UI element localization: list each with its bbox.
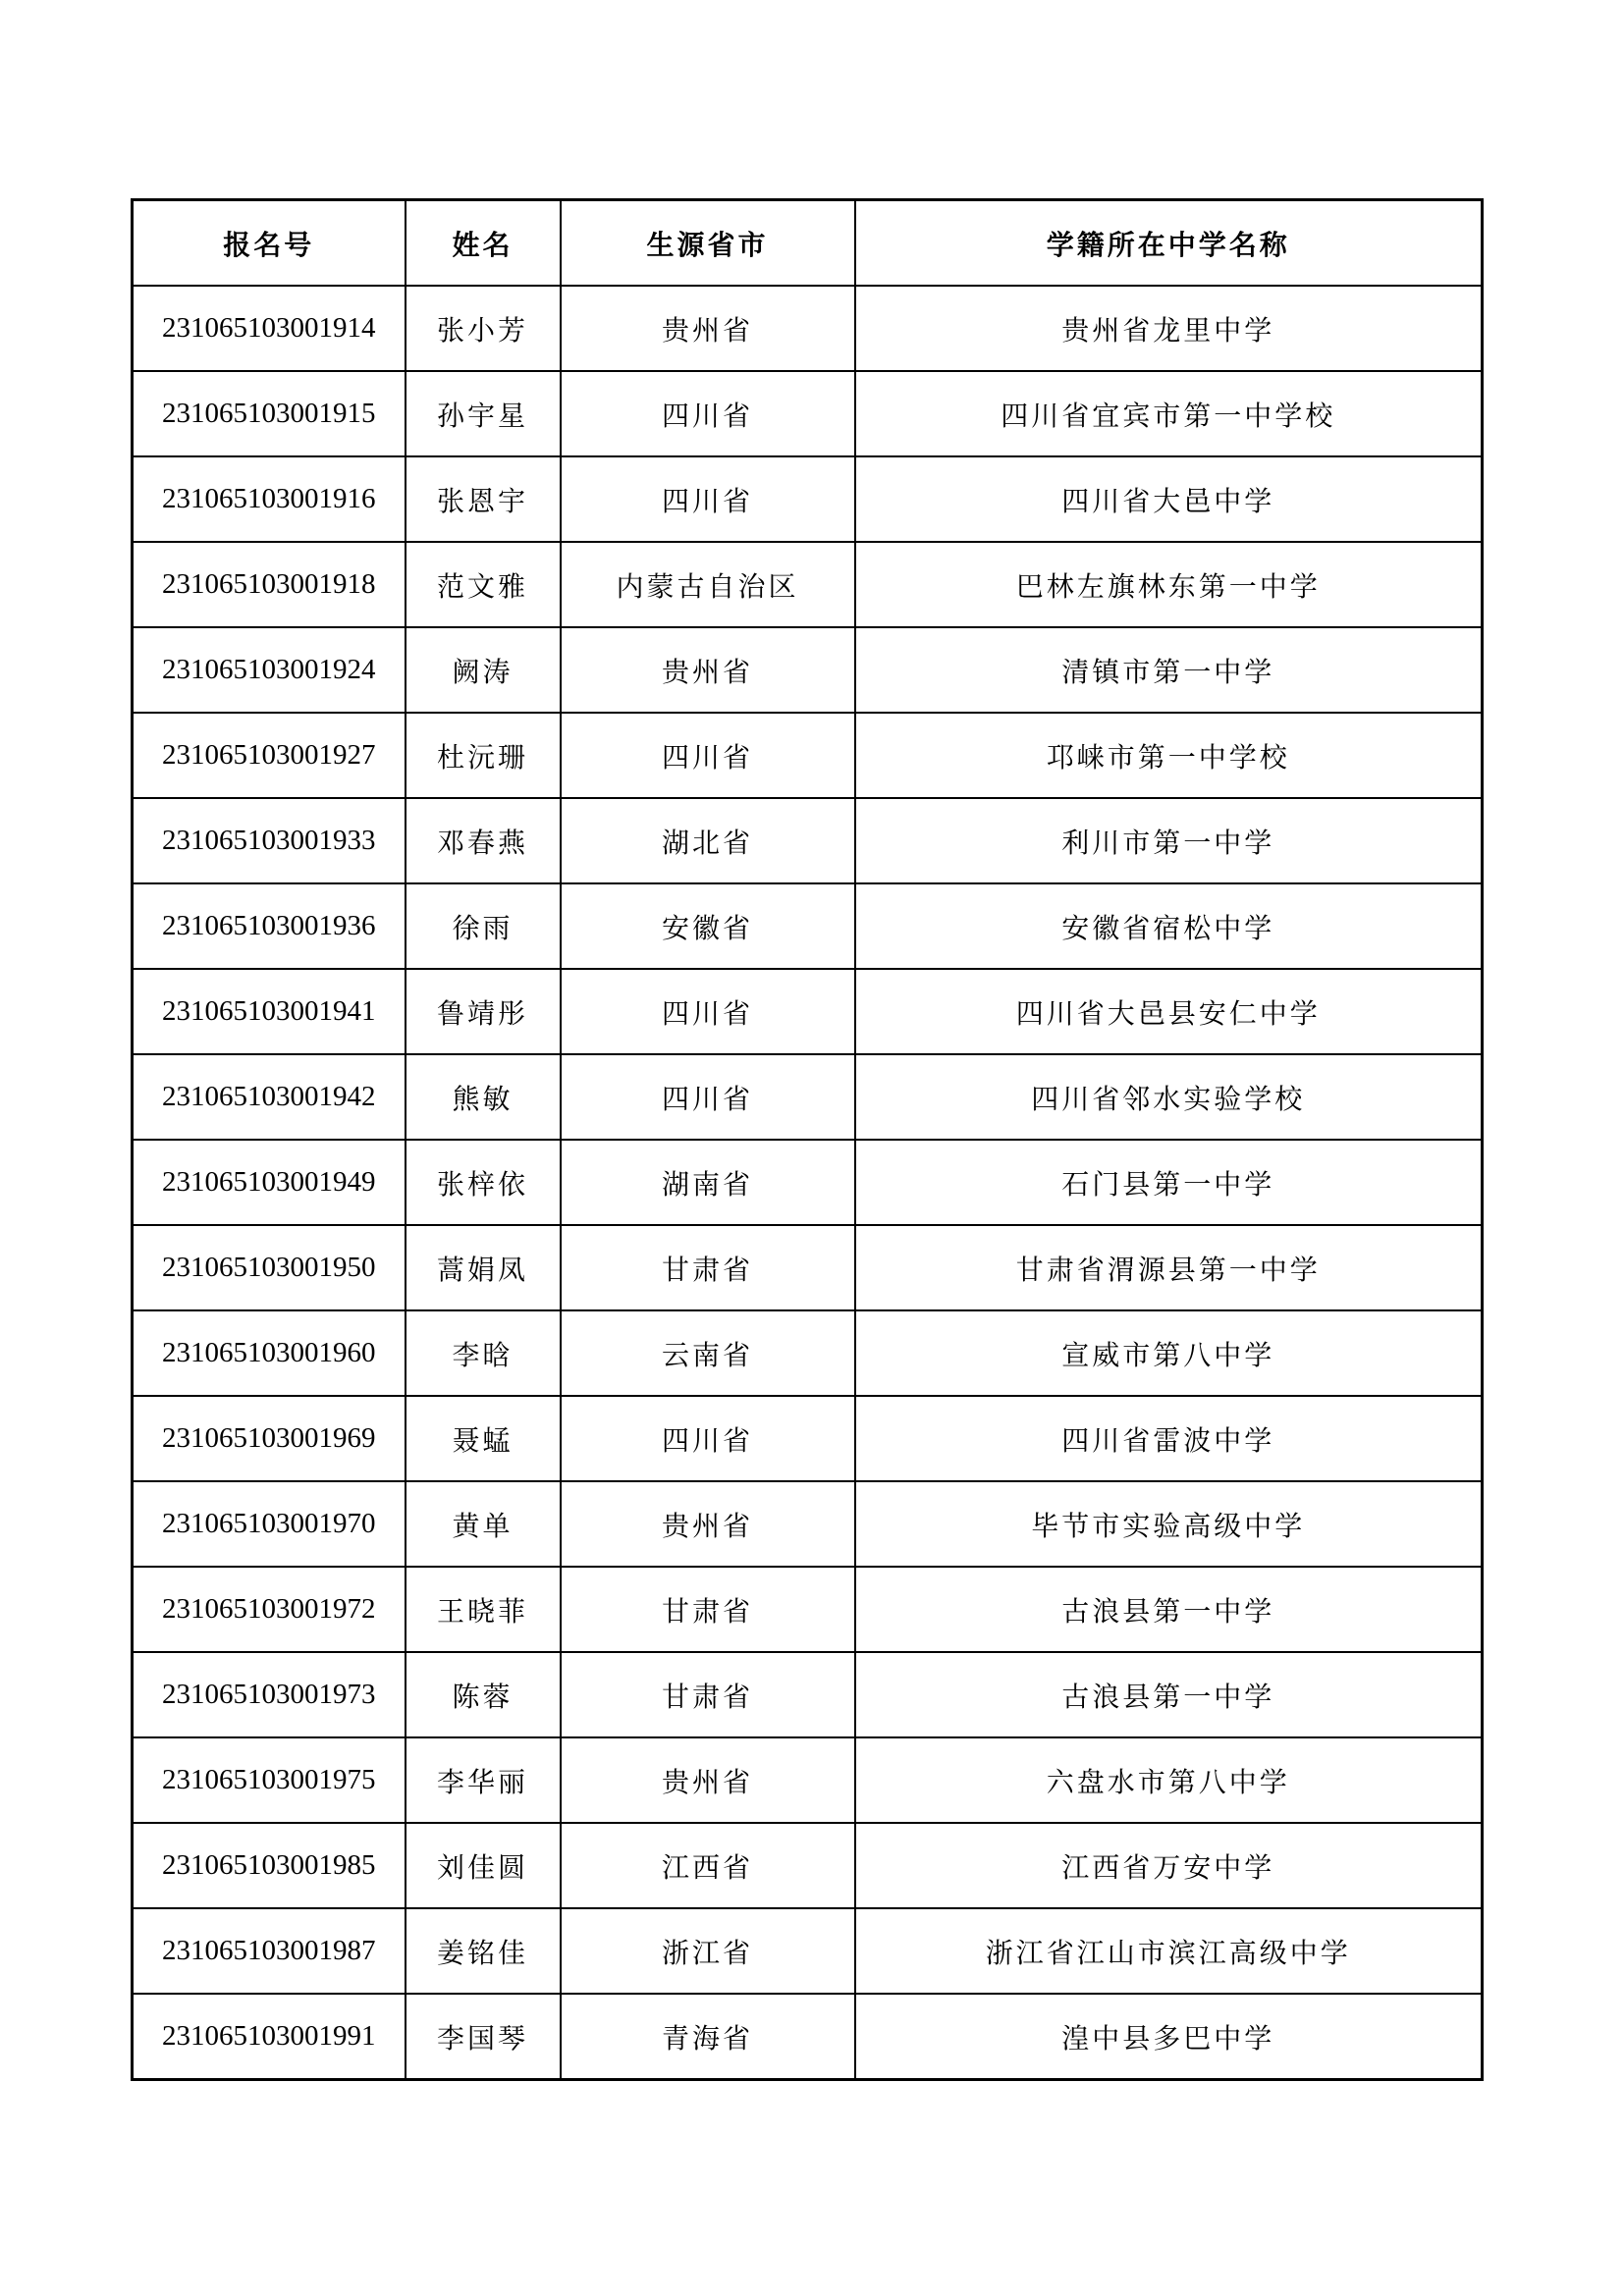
table-row — [133, 1823, 1483, 1908]
cell-reg-no: 231065103001972 — [133, 1567, 406, 1652]
cell-reg-no: 231065103001936 — [133, 883, 406, 969]
cell-school: 甘肃省渭源县第一中学 — [855, 1225, 1483, 1310]
cell-school: 宣威市第八中学 — [855, 1310, 1483, 1396]
table-row — [133, 1567, 1483, 1652]
table-row — [133, 969, 1483, 1054]
table-row — [133, 1994, 1483, 2080]
cell-reg-no: 231065103001970 — [133, 1481, 406, 1567]
cell-school: 古浪县第一中学 — [855, 1652, 1483, 1737]
cell-name: 黄单 — [406, 1481, 561, 1567]
cell-reg-no: 231065103001927 — [133, 713, 406, 798]
cell-name: 刘佳圆 — [406, 1823, 561, 1908]
cell-school: 四川省大邑县安仁中学 — [855, 969, 1483, 1054]
table-row — [133, 286, 1483, 371]
cell-reg-no: 231065103001975 — [133, 1737, 406, 1823]
cell-school: 利川市第一中学 — [855, 798, 1483, 883]
cell-reg-no: 231065103001973 — [133, 1652, 406, 1737]
header-row — [133, 200, 1483, 287]
table-row — [133, 1140, 1483, 1225]
cell-reg-no: 231065103001950 — [133, 1225, 406, 1310]
table-row — [133, 1054, 1483, 1140]
cell-reg-no: 231065103001941 — [133, 969, 406, 1054]
cell-province: 青海省 — [561, 1994, 855, 2080]
header-name: 姓名 — [406, 200, 561, 287]
cell-province: 贵州省 — [561, 1481, 855, 1567]
cell-school: 巴林左旗林东第一中学 — [855, 542, 1483, 627]
cell-name: 张恩宇 — [406, 456, 561, 542]
cell-province: 安徽省 — [561, 883, 855, 969]
cell-reg-no: 231065103001918 — [133, 542, 406, 627]
cell-school: 安徽省宿松中学 — [855, 883, 1483, 969]
cell-school: 四川省宜宾市第一中学校 — [855, 371, 1483, 456]
cell-province: 贵州省 — [561, 286, 855, 371]
table-row — [133, 883, 1483, 969]
table-row — [133, 456, 1483, 542]
cell-name: 阙涛 — [406, 627, 561, 713]
cell-school: 湟中县多巴中学 — [855, 1994, 1483, 2080]
admission-roster-table — [131, 198, 1484, 2081]
cell-name: 邓春燕 — [406, 798, 561, 883]
cell-reg-no: 231065103001942 — [133, 1054, 406, 1140]
cell-reg-no: 231065103001914 — [133, 286, 406, 371]
table-row — [133, 798, 1483, 883]
cell-province: 四川省 — [561, 1396, 855, 1481]
table-body — [133, 286, 1483, 2080]
cell-name: 范文雅 — [406, 542, 561, 627]
cell-school: 石门县第一中学 — [855, 1140, 1483, 1225]
cell-name: 孙宇星 — [406, 371, 561, 456]
table-row — [133, 1396, 1483, 1481]
cell-province: 四川省 — [561, 1054, 855, 1140]
cell-school: 古浪县第一中学 — [855, 1567, 1483, 1652]
cell-name: 张小芳 — [406, 286, 561, 371]
cell-reg-no: 231065103001991 — [133, 1994, 406, 2080]
cell-reg-no: 231065103001933 — [133, 798, 406, 883]
table-row — [133, 1908, 1483, 1994]
cell-school: 清镇市第一中学 — [855, 627, 1483, 713]
cell-school: 四川省邻水实验学校 — [855, 1054, 1483, 1140]
cell-province: 湖南省 — [561, 1140, 855, 1225]
cell-reg-no: 231065103001960 — [133, 1310, 406, 1396]
cell-province: 甘肃省 — [561, 1225, 855, 1310]
table-row — [133, 1737, 1483, 1823]
cell-reg-no: 231065103001987 — [133, 1908, 406, 1994]
cell-province: 四川省 — [561, 371, 855, 456]
cell-name: 熊敏 — [406, 1054, 561, 1140]
cell-name: 徐雨 — [406, 883, 561, 969]
cell-name: 蒿娟凤 — [406, 1225, 561, 1310]
header-school: 学籍所在中学名称 — [855, 200, 1483, 287]
cell-school: 四川省大邑中学 — [855, 456, 1483, 542]
cell-school: 浙江省江山市滨江高级中学 — [855, 1908, 1483, 1994]
cell-province: 江西省 — [561, 1823, 855, 1908]
cell-reg-no: 231065103001915 — [133, 371, 406, 456]
cell-province: 贵州省 — [561, 627, 855, 713]
cell-province: 贵州省 — [561, 1737, 855, 1823]
cell-province: 四川省 — [561, 713, 855, 798]
cell-name: 姜铭佳 — [406, 1908, 561, 1994]
table-header — [133, 200, 1483, 287]
cell-reg-no: 231065103001916 — [133, 456, 406, 542]
table-row — [133, 1481, 1483, 1567]
cell-reg-no: 231065103001924 — [133, 627, 406, 713]
cell-name: 鲁靖彤 — [406, 969, 561, 1054]
cell-name: 张梓依 — [406, 1140, 561, 1225]
cell-name: 李国琴 — [406, 1994, 561, 2080]
cell-province: 云南省 — [561, 1310, 855, 1396]
cell-province: 甘肃省 — [561, 1567, 855, 1652]
cell-school: 六盘水市第八中学 — [855, 1737, 1483, 1823]
table-row — [133, 627, 1483, 713]
cell-reg-no: 231065103001985 — [133, 1823, 406, 1908]
header-province: 生源省市 — [561, 200, 855, 287]
cell-province: 四川省 — [561, 969, 855, 1054]
cell-province: 甘肃省 — [561, 1652, 855, 1737]
cell-reg-no: 231065103001949 — [133, 1140, 406, 1225]
cell-name: 王晓菲 — [406, 1567, 561, 1652]
header-reg-no: 报名号 — [133, 200, 406, 287]
cell-name: 杜沅珊 — [406, 713, 561, 798]
cell-school: 毕节市实验高级中学 — [855, 1481, 1483, 1567]
table-row — [133, 713, 1483, 798]
cell-school: 四川省雷波中学 — [855, 1396, 1483, 1481]
table-row — [133, 1652, 1483, 1737]
cell-school: 贵州省龙里中学 — [855, 286, 1483, 371]
table-row — [133, 542, 1483, 627]
cell-province: 四川省 — [561, 456, 855, 542]
cell-name: 李晗 — [406, 1310, 561, 1396]
cell-province: 内蒙古自治区 — [561, 542, 855, 627]
table-row — [133, 371, 1483, 456]
cell-school: 邛崃市第一中学校 — [855, 713, 1483, 798]
table-row — [133, 1225, 1483, 1310]
cell-province: 湖北省 — [561, 798, 855, 883]
cell-school: 江西省万安中学 — [855, 1823, 1483, 1908]
table-row — [133, 1310, 1483, 1396]
cell-name: 李华丽 — [406, 1737, 561, 1823]
cell-province: 浙江省 — [561, 1908, 855, 1994]
cell-name: 陈蓉 — [406, 1652, 561, 1737]
cell-name: 聂蜢 — [406, 1396, 561, 1481]
cell-reg-no: 231065103001969 — [133, 1396, 406, 1481]
